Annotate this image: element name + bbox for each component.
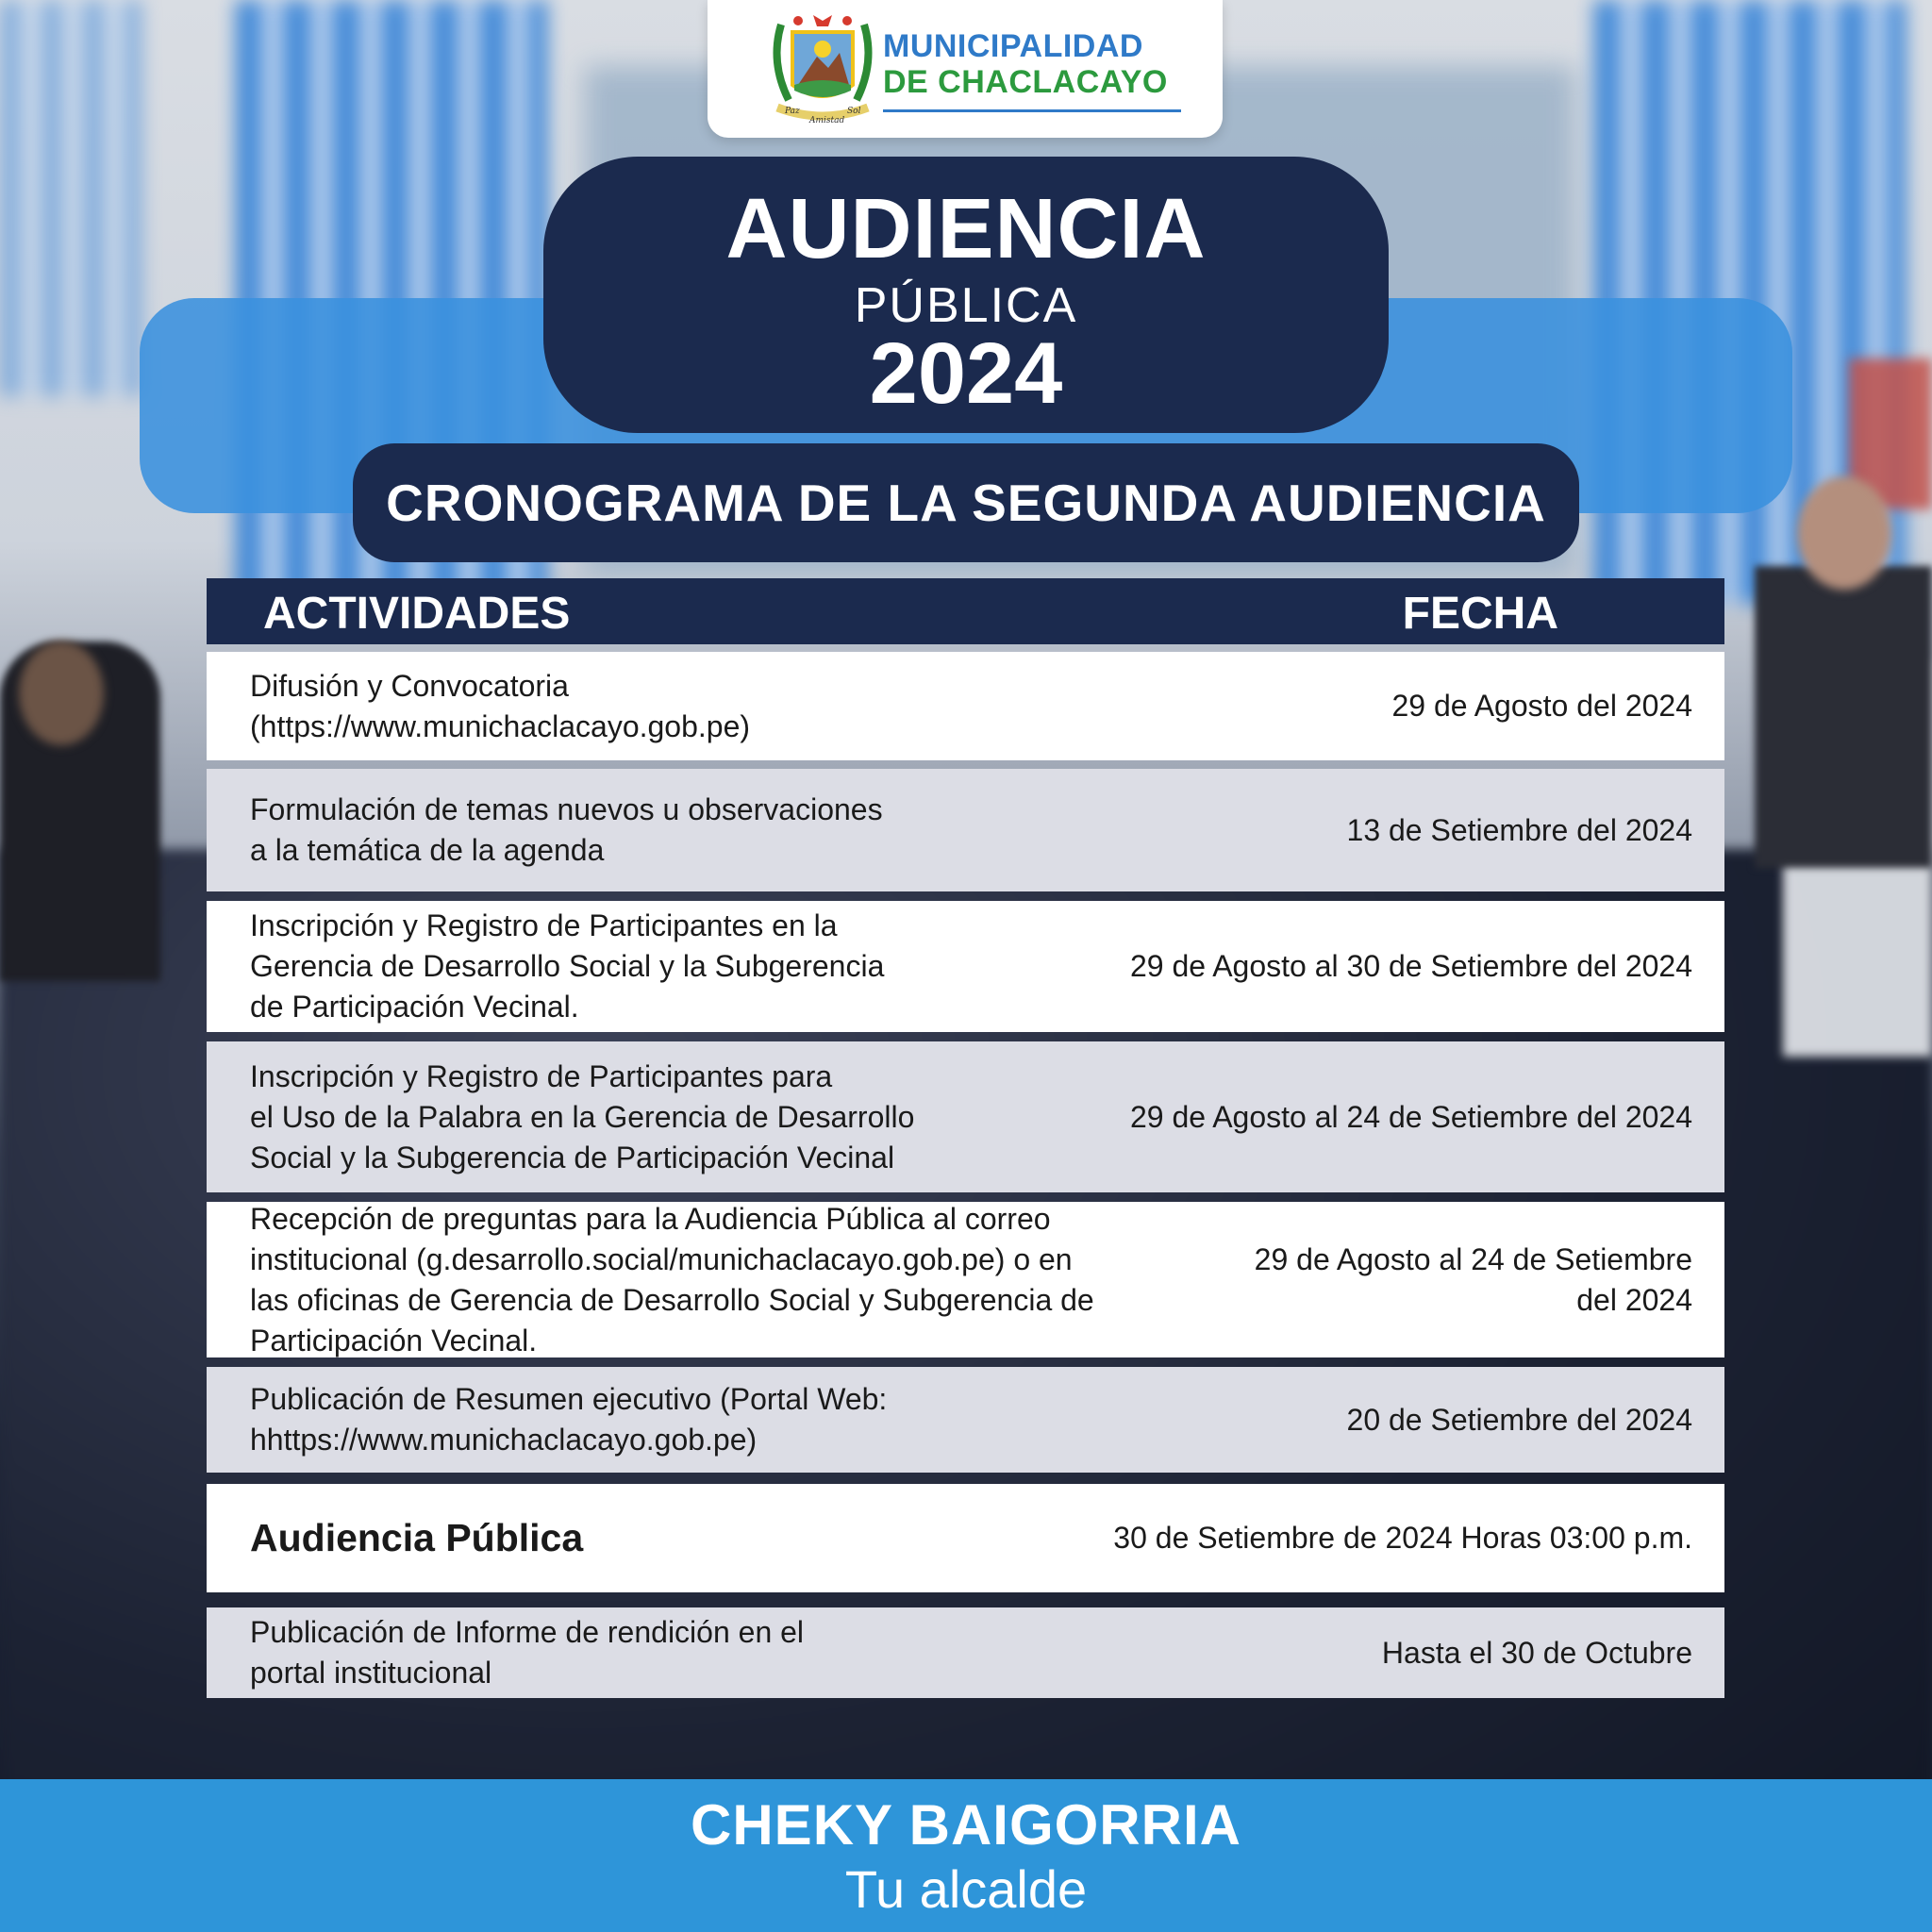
- activity-cell: Formulación de temas nuevos u observaciones a la temática de la agenda: [250, 792, 883, 867]
- mayor-name: CHEKY BAIGORRIA: [691, 1793, 1241, 1857]
- activity-cell: Publicación de Resumen ejecutivo (Portal Web: hhttps://www.munichaclacayo.gob.pe): [250, 1382, 888, 1457]
- svg-text:Sol: Sol: [847, 107, 861, 116]
- header-activities: ACTIVIDADES: [263, 589, 571, 639]
- date-cell: 29 de Agosto al 24 de Setiembre del 2024: [1254, 1241, 1692, 1317]
- activity-cell: Difusión y Convocatoria (https://www.munichaclacayo.gob.pe): [250, 668, 751, 743]
- date-cell: 13 de Setiembre del 2024: [1346, 812, 1692, 847]
- date-cell: 20 de Setiembre del 2024: [1346, 1402, 1692, 1437]
- footer-banner: [0, 1779, 1932, 1932]
- table-row: [207, 769, 1724, 891]
- table-row: [207, 1202, 1724, 1357]
- table-row: [207, 1607, 1724, 1698]
- logo-line-2: DE CHACLACAYO: [883, 64, 1168, 100]
- logo-line-1: MUNICIPALIDAD: [883, 28, 1143, 64]
- table-row: [207, 652, 1724, 760]
- mayor-title: Tu alcalde: [844, 1859, 1088, 1919]
- title-pill: [543, 157, 1389, 433]
- subtitle-pill: CRONOGRAMA DE LA SEGUNDA AUDIENCIA: [353, 443, 1579, 562]
- activity-cell: Audiencia Pública: [250, 1516, 584, 1559]
- activity-cell: Inscripción y Registro de Participantes para el Uso de la Palabra en la Gerencia de Desarrollo Social y la Subgerencia de Participación Vecinal: [250, 1058, 915, 1174]
- municipality-logo: [708, 0, 1223, 138]
- table-row: [207, 1041, 1724, 1192]
- date-cell: 29 de Agosto al 24 de Setiembre del 2024: [1130, 1099, 1692, 1134]
- title-year: 2024: [869, 325, 1063, 422]
- date-cell: 30 de Setiembre de 2024 Horas 03:00 p.m.: [1113, 1521, 1692, 1555]
- municipal-seal-icon: [760, 6, 885, 128]
- table-header: [207, 578, 1724, 644]
- table-row: [207, 1367, 1724, 1473]
- activity-cell: Inscripción y Registro de Participantes en la Gerencia de Desarrollo Social y la Subgerencia de Participación Vecinal.: [250, 908, 885, 1024]
- svg-text:Paz: Paz: [785, 107, 800, 116]
- date-cell: 29 de Agosto al 30 de Setiembre del 2024: [1130, 949, 1692, 983]
- date-cell: 29 de Agosto del 2024: [1391, 689, 1692, 723]
- title-publica: PÚBLICA: [854, 278, 1078, 333]
- table-row: [207, 901, 1724, 1032]
- header-date: FECHA: [1402, 589, 1558, 639]
- title-audiencia: AUDIENCIA: [725, 182, 1207, 276]
- activity-cell: Publicación de Informe de rendición en el portal institucional: [250, 1615, 805, 1690]
- svg-text:Amistad: Amistad: [809, 116, 845, 125]
- logo-divider: [883, 109, 1181, 112]
- activity-cell: Recepción de preguntas para la Audiencia Pública al correo institucional (g.desarrollo.social/munichaclacayo.gob.pe) o en las oficinas de Gerencia de Desarrollo Social y Subgerencia de Participación Vecinal.: [250, 1201, 1094, 1357]
- table-row: [207, 1484, 1724, 1592]
- date-cell: Hasta el 30 de Octubre: [1381, 1635, 1692, 1670]
